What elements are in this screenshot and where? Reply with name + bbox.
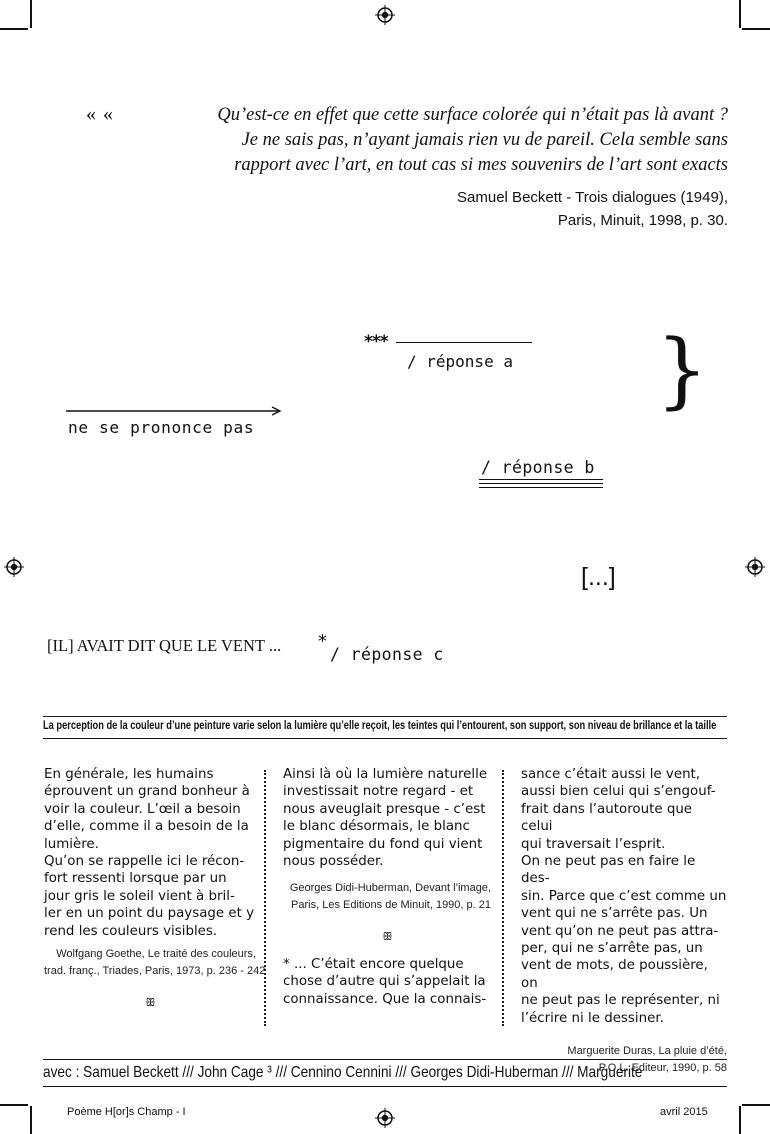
crop-mark bbox=[30, 1106, 32, 1134]
crop-mark bbox=[742, 1104, 770, 1106]
beckett-quote bbox=[208, 103, 728, 178]
registration-mark-icon bbox=[745, 557, 765, 577]
text-line: voir la couleur. L’œil a besoin bbox=[44, 801, 241, 817]
quote-line: rapport avec l’art, en tout cas si mes souvenirs de l’art sont exacts bbox=[234, 155, 728, 175]
banner-caption: La perception de la couleur d’une peinture varie selon la lumière qu’elle reçoit, les teintes qui l’entourent, son support, son niveau de brillance et la taille bbox=[43, 718, 717, 732]
quote-line: Qu’est-ce en effet que cette surface colorée qui n’était pas là avant ? bbox=[217, 105, 728, 125]
asterisk: * bbox=[318, 631, 327, 652]
column-1-text bbox=[44, 766, 256, 940]
text-line: lumière. bbox=[44, 836, 99, 852]
text-line: d’elle, comme il a besoin de la bbox=[44, 819, 249, 835]
quote-open-mark: « « bbox=[86, 103, 114, 125]
stars: *** bbox=[364, 332, 388, 352]
text-line: qui traversait l’esprit. bbox=[521, 836, 666, 852]
column-3 bbox=[521, 766, 727, 1077]
quote-source-line: Samuel Beckett - Trois dialogues (1949), bbox=[457, 189, 728, 206]
text-line: jour gris le soleil vient à bril- bbox=[44, 888, 235, 904]
text-line: Ainsi là où la lumière naturelle bbox=[283, 767, 488, 782]
ne-se-prononce-pas: ne se prononce pas bbox=[68, 418, 255, 437]
footer-left: Poème H[or]s Champ - I bbox=[67, 1106, 186, 1118]
ornament-icon: ꕥ bbox=[145, 996, 155, 1010]
il-avait-dit: [IL] AVAIT DIT QUE LE VENT ... bbox=[47, 636, 282, 655]
crop-mark bbox=[742, 28, 770, 30]
text-line: per, qui ne s’arrête pas, un bbox=[521, 941, 703, 957]
text-line: * ... C’était encore quelque bbox=[283, 956, 464, 972]
crop-mark bbox=[739, 0, 741, 28]
quote-source bbox=[457, 186, 728, 232]
column-2 bbox=[283, 766, 491, 1008]
text-line: l’écrire ni le dessiner. bbox=[521, 1010, 664, 1026]
text-line: investissait notre regard - et bbox=[283, 784, 474, 800]
crop-mark bbox=[0, 1104, 28, 1106]
column-2-text-continued bbox=[283, 956, 491, 1008]
banner-text bbox=[43, 717, 727, 736]
reponse-a: / réponse a bbox=[407, 352, 513, 371]
credits-text-wrap bbox=[43, 1063, 727, 1085]
text-line: vent qui ne s’arrête pas. Un bbox=[521, 906, 708, 922]
text-line: le blanc désormais, le blanc bbox=[283, 819, 470, 835]
text-line: vent de mots, de poussière, on bbox=[521, 958, 708, 991]
column-2-text bbox=[283, 766, 491, 870]
text-line: Qu’on se rappelle ici le récon- bbox=[44, 854, 245, 870]
credits-line: avec : Samuel Beckett /// John Cage ³ /// Cennino Cennini /// Georges Didi-Huberman /// Marguerite bbox=[43, 1064, 643, 1081]
text-line: En générale, les humains bbox=[44, 767, 214, 782]
text-line: rend les couleurs visibles. bbox=[44, 923, 218, 939]
text-line: nous posséder. bbox=[283, 854, 384, 870]
column-divider bbox=[502, 770, 504, 1026]
text-line: sance c’était aussi le vent, bbox=[521, 767, 701, 782]
banner-bottom-rule bbox=[43, 738, 727, 739]
ornament-icon: ꕥ bbox=[382, 930, 392, 944]
text-line: connaissance. Que la connais- bbox=[283, 991, 487, 1007]
text-line: On ne peut pas en faire le des- bbox=[521, 854, 696, 887]
text-line: pigmentaire du fond qui vient bbox=[283, 836, 483, 852]
registration-mark-icon bbox=[4, 557, 24, 577]
text-line: ne peut pas le représenter, ni bbox=[521, 993, 720, 1009]
didi-huberman-reference bbox=[283, 880, 491, 914]
crop-mark bbox=[30, 0, 32, 28]
goethe-reference bbox=[44, 946, 266, 980]
triple-underline bbox=[479, 479, 603, 488]
text-line: nous aveuglait presque - c’est bbox=[283, 801, 486, 817]
text-line: sin. Parce que c’est comme un bbox=[521, 888, 727, 904]
text-line: vent qu’on ne peut pas attra- bbox=[521, 923, 719, 939]
registration-mark-icon bbox=[375, 1108, 395, 1128]
reponse-b: / réponse b bbox=[481, 458, 595, 477]
rule-line bbox=[396, 342, 532, 343]
column-3-text bbox=[521, 766, 727, 1027]
text-line: ler en un point du paysage et y bbox=[44, 906, 255, 922]
credits-top-rule bbox=[43, 1059, 727, 1060]
reference-line: P.O.L. Editeur, 1990, p. 58 bbox=[598, 1062, 727, 1075]
text-line: fort ressenti lorsque par un bbox=[44, 871, 227, 887]
credits-bottom-rule bbox=[43, 1086, 727, 1087]
column-divider bbox=[264, 770, 266, 1026]
text-line: frait dans l’autoroute que celui bbox=[521, 801, 693, 835]
reference-line: Wolfgang Goethe, Le traité des couleurs, bbox=[56, 948, 256, 961]
quote-line: Je ne sais pas, n’ayant jamais rien vu de pareil. Cela semble sans bbox=[241, 130, 728, 150]
column-1 bbox=[44, 766, 266, 1011]
reference-line: Marguerite Duras, La pluie d’été, bbox=[567, 1045, 727, 1058]
crop-mark bbox=[0, 28, 28, 30]
footer-right: avril 2015 bbox=[660, 1106, 708, 1118]
curly-brace: } bbox=[656, 323, 709, 418]
reference-line: Georges Didi-Huberman, Devant l’image, bbox=[289, 882, 491, 895]
text-line: chose d’autre qui s’appelait la bbox=[283, 974, 486, 990]
text-line: éprouvent un grand bonheur à bbox=[44, 784, 250, 800]
text-line: aussi bien celui qui s’engouf- bbox=[521, 784, 716, 800]
registration-mark-icon bbox=[375, 5, 395, 25]
ellipsis-bracket: [...] bbox=[581, 563, 616, 591]
arrow-icon bbox=[66, 405, 286, 417]
quote-source-line: Paris, Minuit, 1998, p. 30. bbox=[557, 212, 728, 229]
reponse-c: / réponse c bbox=[330, 645, 444, 664]
reference-line: Paris, Les Editions de Minuit, 1990, p. 21 bbox=[291, 899, 491, 912]
crop-mark bbox=[739, 1106, 741, 1134]
reference-line: trad. franç., Triades, Paris, 1973, p. 236 - 242 bbox=[44, 965, 266, 978]
